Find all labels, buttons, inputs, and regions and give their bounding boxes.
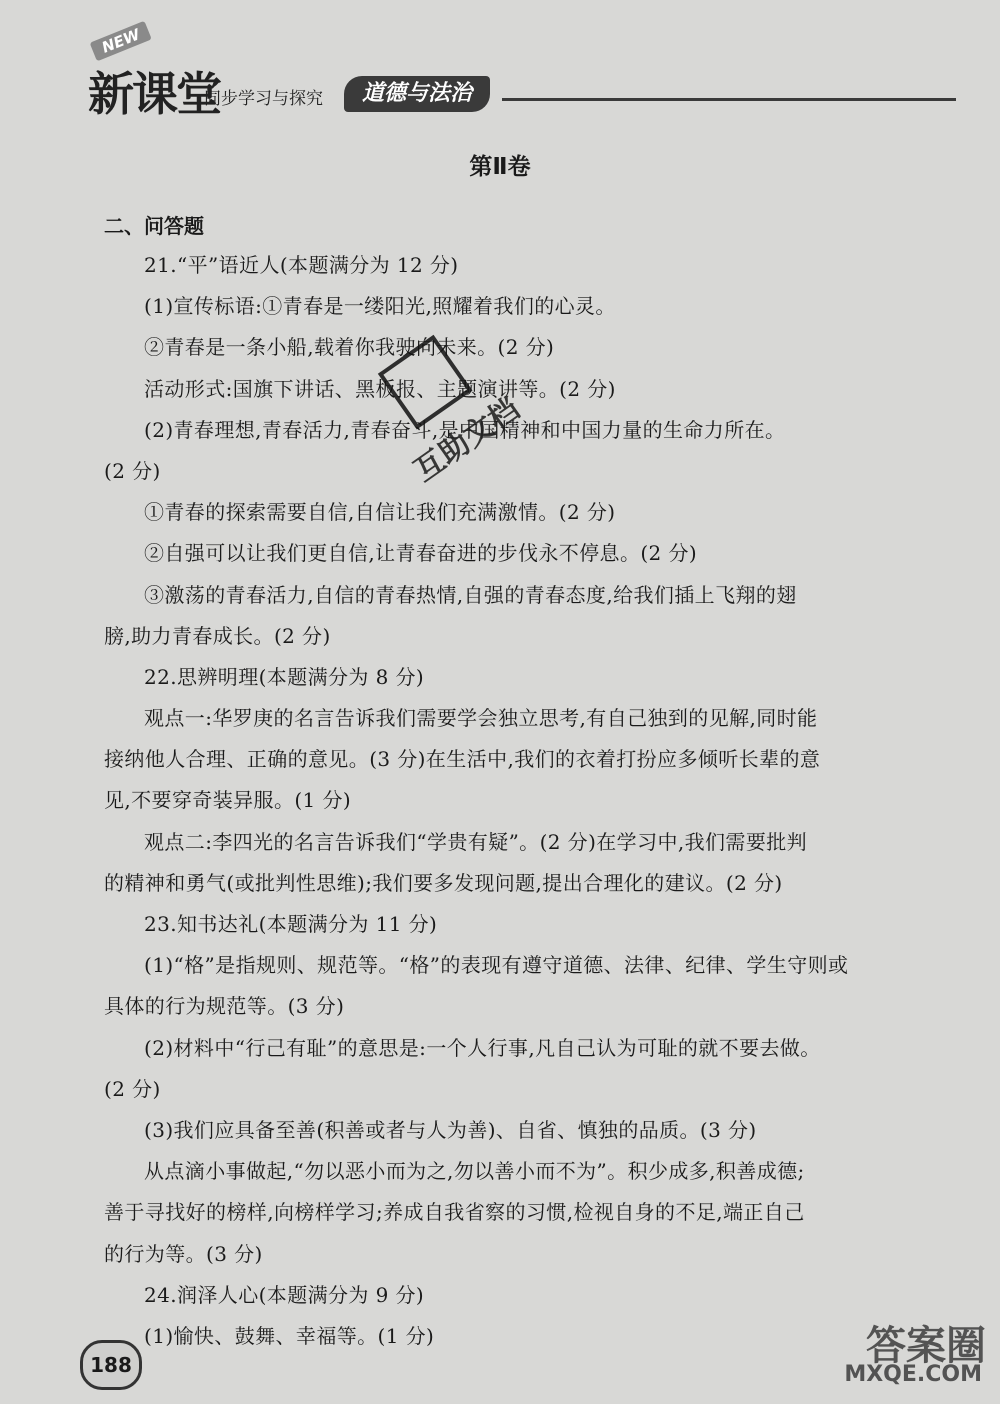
watermark-logo-text: 答案圈 bbox=[866, 1323, 986, 1369]
page-header bbox=[60, 20, 960, 120]
brand-logo: 新课堂 bbox=[88, 67, 220, 121]
text-line: 膀,助力青春成长。(2 分) bbox=[104, 623, 331, 648]
watermark-url: MXQE.COM bbox=[844, 1362, 982, 1387]
brand-subtitle: 同步学习与探究 bbox=[204, 89, 323, 109]
site-watermark bbox=[826, 1314, 986, 1394]
text-line: 接纳他人合理、正确的意见。(3 分)在生活中,我们的衣着打扮应多倾听长辈的意 bbox=[104, 747, 821, 772]
text-line: 23.知书达礼(本题满分为 11 分) bbox=[144, 912, 438, 936]
text-line: 的精神和勇气(或批判性思维);我们要多发现问题,提出合理化的建议。(2 分) bbox=[104, 870, 783, 895]
text-line: 21.“平”语近人(本题满分为 12 分) bbox=[144, 253, 459, 277]
text-line: 见,不要穿奇装异服。(1 分) bbox=[104, 788, 352, 813]
text-line: 善于寻找好的榜样,向榜样学习;养成自我省察的习惯,检视自身的不足,端正自己 bbox=[104, 1200, 805, 1225]
header-rule bbox=[502, 98, 956, 101]
text-line: 观点二:李四光的名言告诉我们“学贵有疑”。(2 分)在学习中,我们需要批判 bbox=[144, 829, 808, 854]
text-line: (2)青春理想,青春活力,青春奋斗,是中国精神和中国力量的生命力所在。 bbox=[144, 417, 786, 442]
subject-tag: 道德与法治 bbox=[344, 76, 490, 112]
text-line: 活动形式:国旗下讲话、黑板报、主题演讲等。(2 分) bbox=[144, 376, 616, 401]
text-line: (1)愉快、鼓舞、幸福等。(1 分) bbox=[144, 1323, 435, 1348]
section-title: 二、问答题 bbox=[104, 214, 204, 238]
text-line: (2 分) bbox=[104, 1076, 161, 1101]
new-badge-text: NEW bbox=[90, 21, 153, 62]
stamp-text: 互助文档 bbox=[407, 391, 527, 489]
text-line: ②自强可以让我们更自信,让青春奋进的步伐永不停息。(2 分) bbox=[144, 541, 698, 566]
text-line: (1)宣传标语:①青春是一缕阳光,照耀着我们的心灵。 bbox=[144, 294, 616, 319]
text-line: ①青春的探索需要自信,自信让我们充满激情。(2 分) bbox=[144, 500, 616, 525]
text-line: (3)我们应具备至善(积善或者与人为善)、自省、慎独的品质。(3 分) bbox=[144, 1117, 757, 1142]
text-line: 具体的行为规范等。(3 分) bbox=[104, 994, 345, 1019]
text-line: 从点滴小事做起,“勿以恶小而为之,勿以善小而不为”。积少成多,积善成德; bbox=[144, 1159, 805, 1184]
text-line: 24.润泽人心(本题满分为 9 分) bbox=[144, 1282, 425, 1307]
text-line: (2)材料中“行己有耻”的意思是:一个人行事,凡自己认为可耻的就不要去做。 bbox=[144, 1035, 821, 1060]
text-line: (1)“格”是指规则、规范等。“格”的表现有遵守道德、法律、纪律、学生守则或 bbox=[144, 953, 849, 978]
text-line: 观点一:华罗庚的名言告诉我们需要学会独立思考,有自己独到的见解,同时能 bbox=[144, 706, 818, 731]
part-title: 第Ⅱ卷 bbox=[469, 154, 531, 180]
page-number: 188 bbox=[80, 1340, 142, 1390]
text-line: (2 分) bbox=[104, 458, 161, 483]
text-line: 的行为等。(3 分) bbox=[104, 1241, 263, 1266]
text-line: ②青春是一条小船,载着你我驶向未来。(2 分) bbox=[144, 335, 555, 360]
text-line: 22.思辨明理(本题满分为 8 分) bbox=[144, 664, 425, 689]
text-line: ③激荡的青春活力,自信的青春热情,自强的青春态度,给我们插上飞翔的翅 bbox=[144, 582, 797, 607]
